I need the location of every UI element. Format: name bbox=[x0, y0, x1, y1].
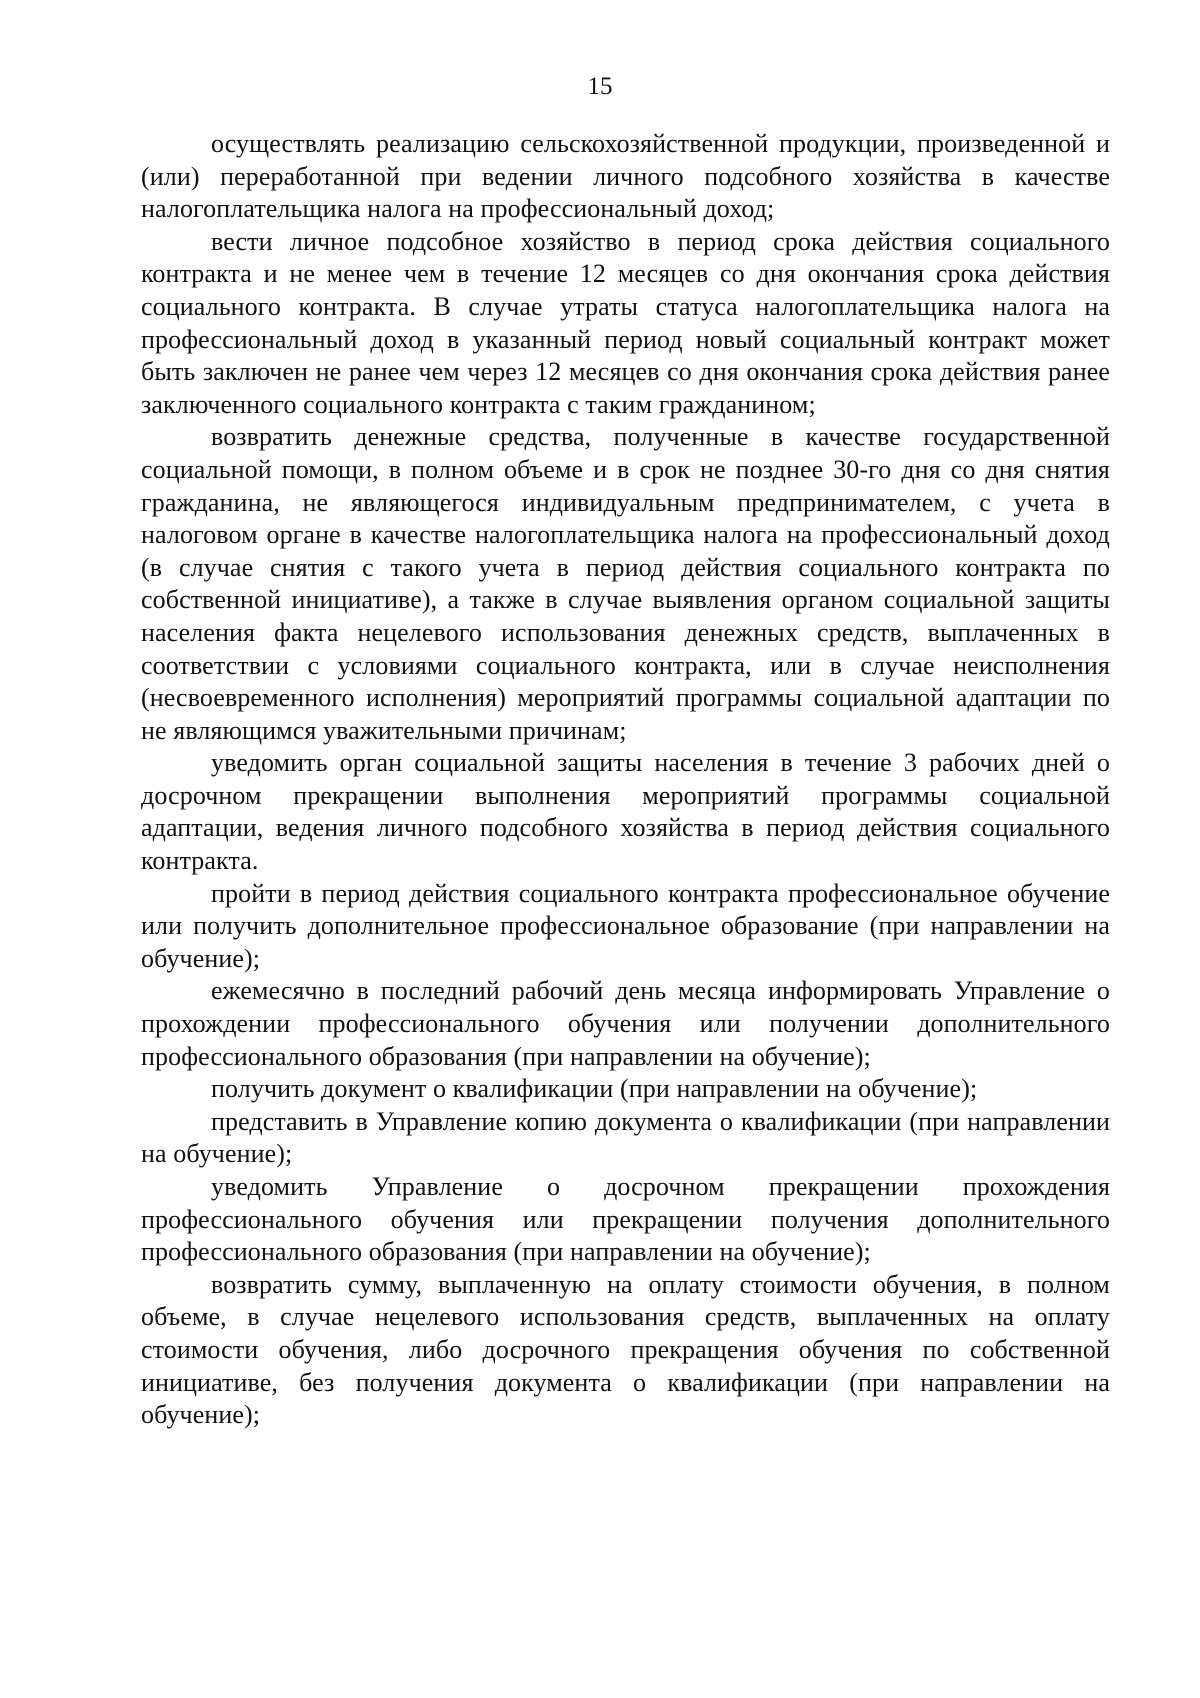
paragraph-4: уведомить орган социальной защиты населения в течение 3 рабочих дней о досрочном прекращении выполнения мероприятий программы социальной адаптации, ведения личного подсобного хозяйства в период действия социального контракта. bbox=[141, 748, 1110, 876]
paragraph-8: представить в Управление копию документа о квалификации (при направлении на обучение); bbox=[141, 1106, 1110, 1169]
paragraph-10: возвратить сумму, выплаченную на оплату стоимости обучения, в полном объеме, в случае нецелевого использования средств, выплаченных на оплату стоимости обучения, либо досрочного прекращения обучения по собственной инициативе, без получения документа о квалификации (при направлении на обучение); bbox=[141, 1269, 1110, 1430]
paragraph-9: уведомить Управление о досрочном прекращении прохождения профессионального обучения или прекращении получения дополнительного профессионального образования (при направлении на обучение); bbox=[141, 1172, 1110, 1267]
paragraph-5: пройти в период действия социального контракта профессиональное обучение или получить дополнительное профессиональное образование (при направлении на обучение); bbox=[141, 878, 1110, 973]
page-number: 15 bbox=[587, 73, 613, 100]
paragraph-6: ежемесячно в последний рабочий день месяца информировать Управление о прохождении профессионального обучения или получении дополнительного профессионального образования (при направлении на обучение); bbox=[141, 976, 1110, 1071]
document-body bbox=[141, 128, 1110, 1432]
paragraph-3: возвратить денежные средства, полученные в качестве государственной социальной помощи, в полном объеме и в срок не позднее 30-го дня со дня снятия гражданина, не являющегося индивидуальным предпринимателем, с учета в налоговом органе в качестве налогоплательщика налога на профессиональный доход (в случае снятия с такого учета в период действия социального контракта по собственной инициативе), а также в случае выявления органом социальной защиты населения факта нецелевого использования денежных средств, выплаченных в соответствии с условиями социального контракта, или в случае неисполнения (несвоевременного исполнения) мероприятий программы социальной адаптации по не являющимся уважительными причинам; bbox=[141, 422, 1110, 745]
paragraph-2: вести личное подсобное хозяйство в период срока действия социального контракта и не менее чем в течение 12 месяцев со дня окончания срока действия социального контракта. В случае утраты статуса налогоплательщика налога на профессиональный доход в указанный период новый социальный контракт может быть заключен не ранее чем через 12 месяцев со дня окончания срока действия ранее заключенного социального контракта с таким гражданином; bbox=[141, 226, 1110, 419]
paragraph-1: осуществлять реализацию сельскохозяйственной продукции, произведенной и (или) переработанной при ведении личного подсобного хозяйства в качестве налогоплательщика налога на профессиональный доход; bbox=[141, 129, 1110, 224]
paragraph-7: получить документ о квалификации (при направлении на обучение); bbox=[211, 1074, 978, 1104]
